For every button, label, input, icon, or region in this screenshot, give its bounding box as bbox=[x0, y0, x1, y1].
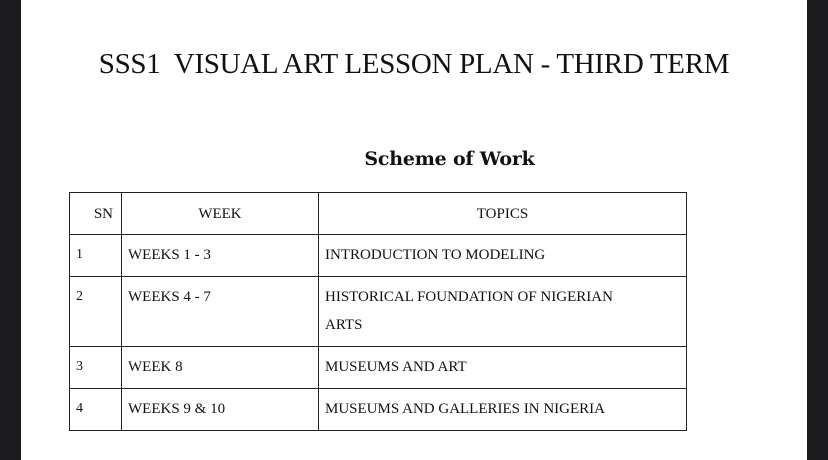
table-row bbox=[70, 389, 687, 431]
cell-week: WEEKS 4 - 7 bbox=[122, 277, 319, 347]
cell-topic: INTRODUCTION TO MODELING bbox=[319, 235, 687, 277]
column-header-week: WEEK bbox=[122, 193, 319, 235]
column-header-topics: TOPICS bbox=[319, 193, 687, 235]
document-page bbox=[21, 0, 807, 460]
table-row bbox=[70, 277, 687, 347]
table-row bbox=[70, 235, 687, 277]
cell-sn: 3 bbox=[70, 347, 122, 389]
cell-week: WEEKS 9 & 10 bbox=[122, 389, 319, 431]
cell-sn: 4 bbox=[70, 389, 122, 431]
cell-topic: HISTORICAL FOUNDATION OF NIGERIAN ARTS bbox=[319, 277, 687, 347]
cell-week: WEEKS 1 - 3 bbox=[122, 235, 319, 277]
section-heading: Scheme of Work bbox=[364, 148, 535, 170]
cell-sn: 1 bbox=[70, 235, 122, 277]
document-title: SSS1 VISUAL ART LESSON PLAN - THIRD TERM bbox=[98, 48, 730, 80]
scheme-of-work-table bbox=[69, 192, 687, 431]
table-row bbox=[70, 347, 687, 389]
cell-week: WEEK 8 bbox=[122, 347, 319, 389]
cell-sn: 2 bbox=[70, 277, 122, 347]
cell-topic: MUSEUMS AND ART bbox=[319, 347, 687, 389]
cell-topic: MUSEUMS AND GALLERIES IN NIGERIA bbox=[319, 389, 687, 431]
table-header-row bbox=[70, 193, 687, 235]
column-header-sn: SN bbox=[70, 193, 122, 235]
